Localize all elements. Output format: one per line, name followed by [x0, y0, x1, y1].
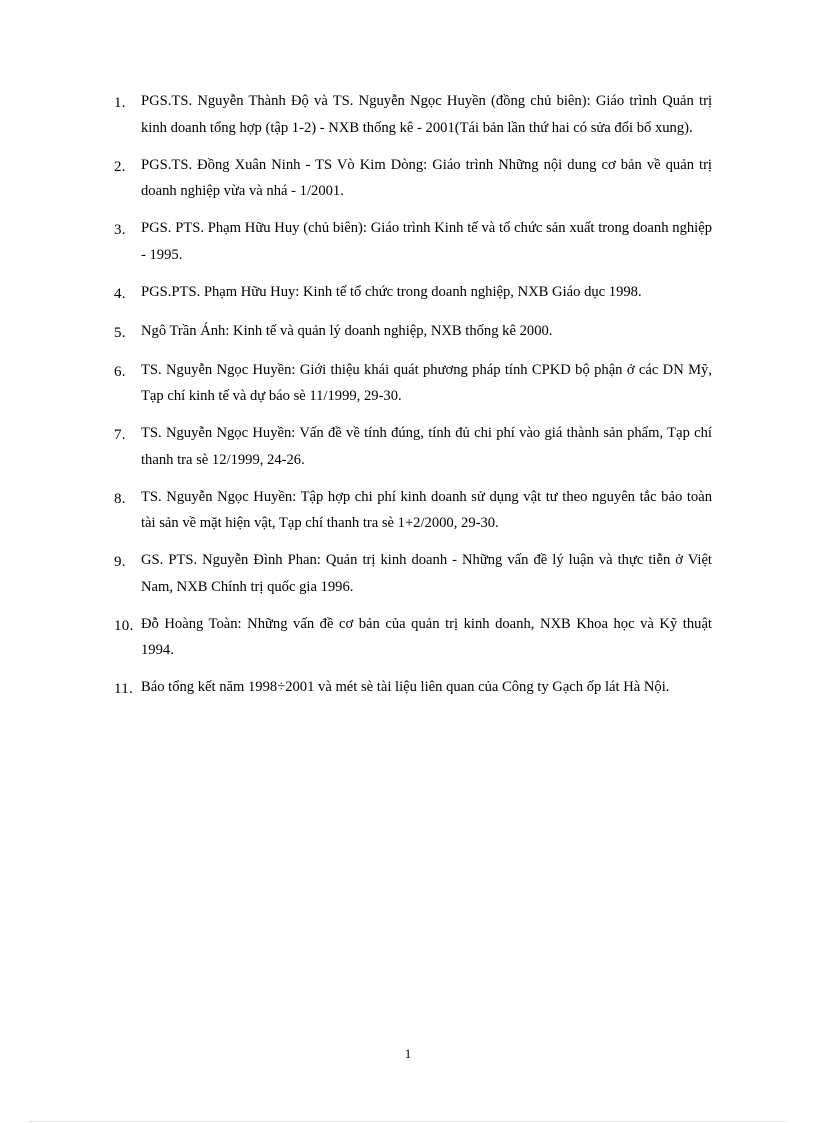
- reference-text: GS. PTS. Nguyễn Đình Phan: Quản trị kinh doanh - Những vấn đề lý luận và thực tiễn ở Việt Nam, NXB Chính trị quốc gia 1996.: [141, 552, 712, 595]
- reference-number: 11.: [114, 681, 134, 697]
- reference-text: TS. Nguyễn Ngọc Huyền: Giới thiệu khái quát phương pháp tính CPKD bộ phận ở các DN Mỹ, Tạp chí kinh tế và dự báo sè 11/1999, 29-30.: [141, 361, 712, 404]
- reference-number: 4.: [114, 285, 126, 302]
- reference-text: TS. Nguyễn Ngọc Huyền: Tập hợp chi phí kinh doanh sử dụng vật tư theo nguyên tắc bảo toàn tài sản về mặt hiện vật, Tạp chí thanh tra sè 1+2/2000, 29-30.: [141, 488, 712, 531]
- reference-item-9: [114, 547, 712, 600]
- reference-text: PGS.PTS. Phạm Hữu Huy: Kinh tế tổ chức trong doanh nghiệp, NXB Giáo dục 1998.: [141, 283, 642, 300]
- reference-item-7: [114, 420, 712, 473]
- reference-number: 8.: [114, 490, 126, 507]
- reference-text: PGS.TS. Nguyễn Thành Độ và TS. Nguyễn Ngọc Huyền (đồng chủ biên): Giáo trình Quản trị kinh doanh tổng hợp (tập 1-2) - NXB thống kê - 2001(Tái bản lần thứ hai có sửa đổi bổ xung).: [141, 93, 712, 136]
- reference-item-1: [114, 88, 712, 141]
- reference-item-11: [114, 674, 712, 703]
- reference-number: 7.: [114, 427, 126, 443]
- reference-text: Báo tổng kết năm 1998÷2001 và mét sè tài liệu liên quan của Công ty Gạch ốp lát Hà Nội.: [141, 679, 670, 695]
- reference-item-2: [114, 152, 712, 205]
- reference-number: 10.: [114, 617, 134, 634]
- reference-text: Đỗ Hoàng Toàn: Những vấn đề cơ bản của quản trị kinh doanh, NXB Khoa học và Kỹ thuật 1994.: [141, 615, 712, 658]
- reference-text: Ngô Trần Ánh: Kinh tế và quản lý doanh nghiệp, NXB thống kê 2000.: [141, 322, 553, 339]
- reference-number: 3.: [114, 222, 126, 238]
- reference-item-3: [114, 215, 712, 268]
- reference-text: PGS.TS. Đồng Xuân Ninh - TS Vò Kim Dòng: Giáo trình Những nội dung cơ bản về quản trị doanh nghiệp vừa và nhá - 1/2001.: [141, 156, 712, 199]
- reference-number: 5.: [114, 324, 126, 341]
- reference-text: PGS. PTS. Phạm Hữu Huy (chủ biên): Giáo trình Kinh tế và tổ chức sản xuất trong doanh nghiệp - 1995.: [141, 220, 712, 263]
- reference-number: 6.: [114, 363, 126, 380]
- reference-item-8: [114, 484, 712, 537]
- reference-item-6: [114, 357, 712, 410]
- reference-number: 9.: [114, 554, 126, 570]
- page-bottom-divider: [30, 1121, 786, 1122]
- reference-number: 2.: [114, 158, 126, 175]
- reference-text: TS. Nguyễn Ngọc Huyền: Vấn đề về tính đúng, tính đủ chi phí vào giá thành sản phẩm, Tạp chí thanh tra sè 12/1999, 24-26.: [141, 425, 712, 468]
- reference-item-5: [114, 318, 712, 347]
- page-number: 1: [404, 1046, 412, 1061]
- reference-list: [114, 88, 712, 713]
- reference-item-10: [114, 611, 712, 664]
- reference-number: 1.: [114, 95, 126, 111]
- reference-item-4: [114, 279, 712, 308]
